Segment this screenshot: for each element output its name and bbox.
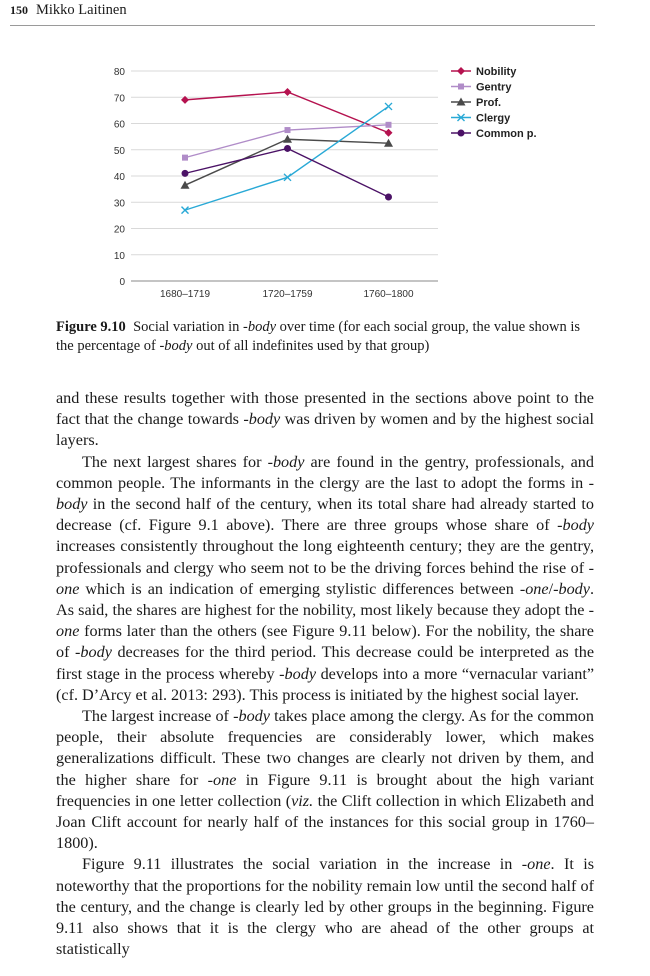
legend-marker (458, 130, 465, 137)
x-tick-label: 1720–1759 (262, 289, 313, 300)
figure-label: Figure 9.10 (56, 319, 126, 335)
series-line-common-p (185, 148, 389, 197)
legend-marker (457, 67, 465, 75)
line-chart (0, 40, 650, 310)
y-tick-label: 80 (113, 67, 125, 78)
y-tick-label: 50 (113, 145, 125, 157)
legend-label: Nobility (476, 66, 517, 78)
legend-item-nobility (451, 66, 517, 78)
running-header (10, 2, 127, 19)
page-number: 150 (10, 3, 28, 17)
series-line-clergy (185, 106, 389, 210)
running-header-author: Mikko Laitinen (36, 2, 127, 18)
legend-item-common-p (451, 128, 537, 140)
data-point-common-p (284, 145, 291, 152)
header-rule (10, 25, 595, 26)
data-point-clergy (182, 207, 189, 214)
data-point-gentry (182, 155, 188, 161)
paragraph-3: The largest increase of -body takes place among the clergy. As for the common people, their absolute frequencies are considerably lower, which makes generalizations difficult. These two changes are clearly not driven by them, and the higher share for -one in Figure 9.11 is brought about the high variant frequencies in one letter collection (viz. the Clift collection in which Elizabeth and Joan Clift account for nearly half of the instances for this social group in 1760–1800). (56, 707, 594, 853)
y-tick-label: 20 (113, 224, 125, 236)
data-point-clergy (385, 103, 392, 110)
legend-marker (458, 84, 464, 90)
data-point-clergy (284, 174, 291, 181)
legend-label: Prof. (476, 97, 502, 109)
x-tick-label: 1680–1719 (159, 289, 211, 300)
data-point-gentry (285, 127, 291, 133)
y-tick-label: 0 (119, 277, 125, 288)
legend-item-clergy (451, 113, 511, 125)
y-tick-label: 40 (113, 172, 125, 183)
y-tick-label: 10 (113, 250, 125, 262)
y-tick-label: 70 (113, 93, 125, 105)
paragraph-2: The next largest shares for -body are found in the gentry, professionals, and common people. The informants in the clergy are the last to adopt the forms in -body in the second half of the century, when its total share had already started to decrease (cf. Figure 9.1 above). There are three groups whose share of -body increases consistently throughout the long eighteenth century; they are the gentry, professionals and clergy who seem not to be the driving forces behind the rise of -one which is an indication of emerging stylistic differences between -one/-body. As said, the shares are highest for the nobility, most likely because they adopt the -one forms later than the others (see Figure 9.11 below). For the nobility, the share of -body decreases for the third period. This decrease could be interpreted as the first stage in the process whereby -body develops into a more “vernacular variant” (cf. D’Arcy et al. 2013: 293). This process is initiated by the highest social layer. (56, 452, 595, 704)
figure-caption-text: Social variation in -body over time (for each social group, the value shown is the percentage of -body out of all indefinites used by that group) (56, 319, 581, 354)
x-axis-ticks (160, 289, 414, 300)
data-point-gentry (386, 122, 392, 128)
data-point-nobility (385, 129, 393, 137)
data-point-nobility (284, 88, 292, 96)
chart-series (181, 88, 394, 214)
legend-label: Gentry (476, 81, 512, 94)
figure-caption (56, 318, 596, 356)
data-point-common-p (385, 194, 392, 201)
legend-item-prof (451, 97, 501, 109)
y-tick-label: 30 (113, 198, 125, 210)
legend-label: Clergy (476, 112, 511, 125)
y-tick-label: 60 (113, 119, 125, 131)
chart-legend (451, 66, 537, 140)
series-prof (181, 135, 394, 189)
x-tick-label: 1760–1800 (363, 289, 414, 300)
data-point-common-p (182, 170, 189, 177)
legend-label: Common p. (476, 128, 537, 140)
paragraph-4: Figure 9.11 illustrates the social variation in the increase in -one. It is noteworthy that the proportions for the nobility remain low until the second half of the century, and the change is clearly led by other groups in the beginning. Figure 9.11 also shows that it is the clergy who are ahead of the other groups at statistically (56, 855, 595, 959)
data-point-prof (181, 181, 190, 189)
legend-item-gentry (451, 82, 512, 94)
chart-gridlines (131, 71, 438, 281)
body-text (56, 388, 594, 960)
series-clergy (182, 103, 393, 214)
paragraph-1: and these results together with those presented in the sections above point to the fact that the change towards -body was driven by women and by the highest social layers. (56, 389, 594, 450)
y-axis-ticks (114, 67, 126, 288)
